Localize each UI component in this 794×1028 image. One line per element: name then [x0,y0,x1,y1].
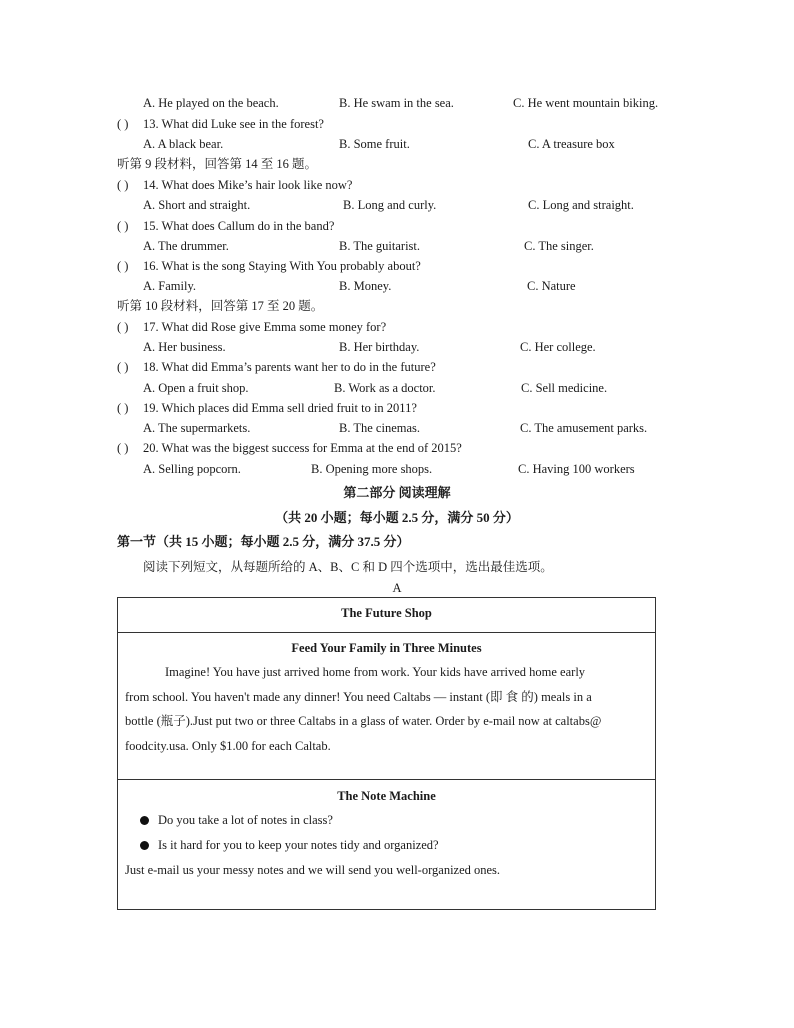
q14-answer-blank: ( ) [117,178,129,192]
q17-option-c: C. Her college. [520,340,596,354]
q12-option-b: B. He swam in the sea. [339,96,454,110]
ad2-bullet-1-text: Do you take a lot of notes in class? [158,813,333,827]
q20-answer-blank: ( ) [117,441,129,455]
bullet-icon [140,841,149,850]
q18-option-b: B. Work as a doctor. [334,381,436,395]
q20-option-a: A. Selling popcorn. [143,462,241,476]
ad1-line-4: foodcity.usa. Only $1.00 for each Caltab. [125,739,331,753]
ad2-title: The Note Machine [337,789,436,803]
q16-answer-blank: ( ) [117,259,129,273]
q15-option-c: C. The singer. [524,239,594,253]
q16-question: 16. What is the song Staying With You probably about? [143,259,421,273]
q16-option-a: A. Family. [143,279,197,293]
section-9-instruction: 听第 9 段材料，回答第 14 至 16 题。 [117,157,318,171]
q15-answer-blank: ( ) [117,219,129,233]
q19-option-a: A. The supermarkets. [143,421,251,435]
section-1-title: 第一节（共 15 小题；每小题 2.5 分，满分 37.5 分） [117,534,410,549]
q18-option-a: A. Open a fruit shop. [143,381,249,395]
ad1-line-3: bottle (瓶子).Just put two or three Caltabs in a glass of water. Order by e-mail now at caltabs@ [125,714,602,728]
ad2-bullet-1 [140,812,333,828]
ad2-closing: Just e-mail us your messy notes and we will send you well-organized ones. [125,863,501,877]
ad1-title: Feed Your Family in Three Minutes [291,641,482,655]
q17-question: 17. What did Rose give Emma some money for? [143,320,387,334]
q13-option-b: B. Some fruit. [339,137,410,151]
ad1-line-2: from school. You haven't made any dinner! You need Caltabs — instant (即 食 的) meals in a [125,690,592,704]
section-1-instruction: 阅读下列短文，从每题所给的 A、B、C 和 D 四个选项中，选出最佳选项。 [143,560,553,574]
section-10-instruction: 听第 10 段材料，回答第 17 至 20 题。 [117,299,324,313]
q12-option-c: C. He went mountain biking. [513,96,659,110]
q19-question: 19. Which places did Emma sell dried fruit to in 2011? [143,401,417,415]
ad1-line-1: Imagine! You have just arrived home from work. Your kids have arrived home early [165,665,586,679]
q17-answer-blank: ( ) [117,320,129,334]
part-2-title: 第二部分 阅读理解 [343,485,451,500]
q18-answer-blank: ( ) [117,360,129,374]
q15-question: 15. What does Callum do in the band? [143,219,335,233]
q19-answer-blank: ( ) [117,401,129,415]
q17-option-b: B. Her birthday. [339,340,420,354]
q16-option-b: B. Money. [339,279,392,293]
q20-question: 20. What was the biggest success for Emma at the end of 2015? [143,441,462,455]
q15-option-a: A. The drummer. [143,239,229,253]
passage-label: A [392,581,402,595]
passage-box [117,597,656,910]
q14-option-c: C. Long and straight. [528,198,634,212]
part-2-subtitle: （共 20 小题；每小题 2.5 分，满分 50 分） [275,510,519,525]
q19-option-b: B. The cinemas. [339,421,420,435]
box-divider-2 [118,779,655,780]
q20-option-c: C. Having 100 workers [518,462,635,476]
q20-option-b: B. Opening more shops. [311,462,433,476]
q16-option-c: C. Nature [527,279,576,293]
bullet-icon [140,816,149,825]
q13-option-a: A. A black bear. [143,137,224,151]
q12-option-a: A. He played on the beach. [143,96,279,110]
box-divider [118,632,655,633]
q19-option-c: C. The amusement parks. [520,421,648,435]
q13-question: 13. What did Luke see in the forest? [143,117,324,131]
q17-option-a: A. Her business. [143,340,226,354]
ad2-bullet-2 [140,837,439,853]
q14-option-a: A. Short and straight. [143,198,251,212]
ad2-bullet-2-text: Is it hard for you to keep your notes tidy and organized? [158,838,439,852]
q15-option-b: B. The guitarist. [339,239,421,253]
q14-option-b: B. Long and curly. [343,198,437,212]
q13-answer-blank: ( ) [117,117,129,131]
q18-option-c: C. Sell medicine. [521,381,608,395]
q13-option-c: C. A treasure box [528,137,615,151]
q14-question: 14. What does Mike’s hair look like now? [143,178,353,192]
box-header: The Future Shop [341,606,432,620]
q18-question: 18. What did Emma’s parents want her to do in the future? [143,360,436,374]
